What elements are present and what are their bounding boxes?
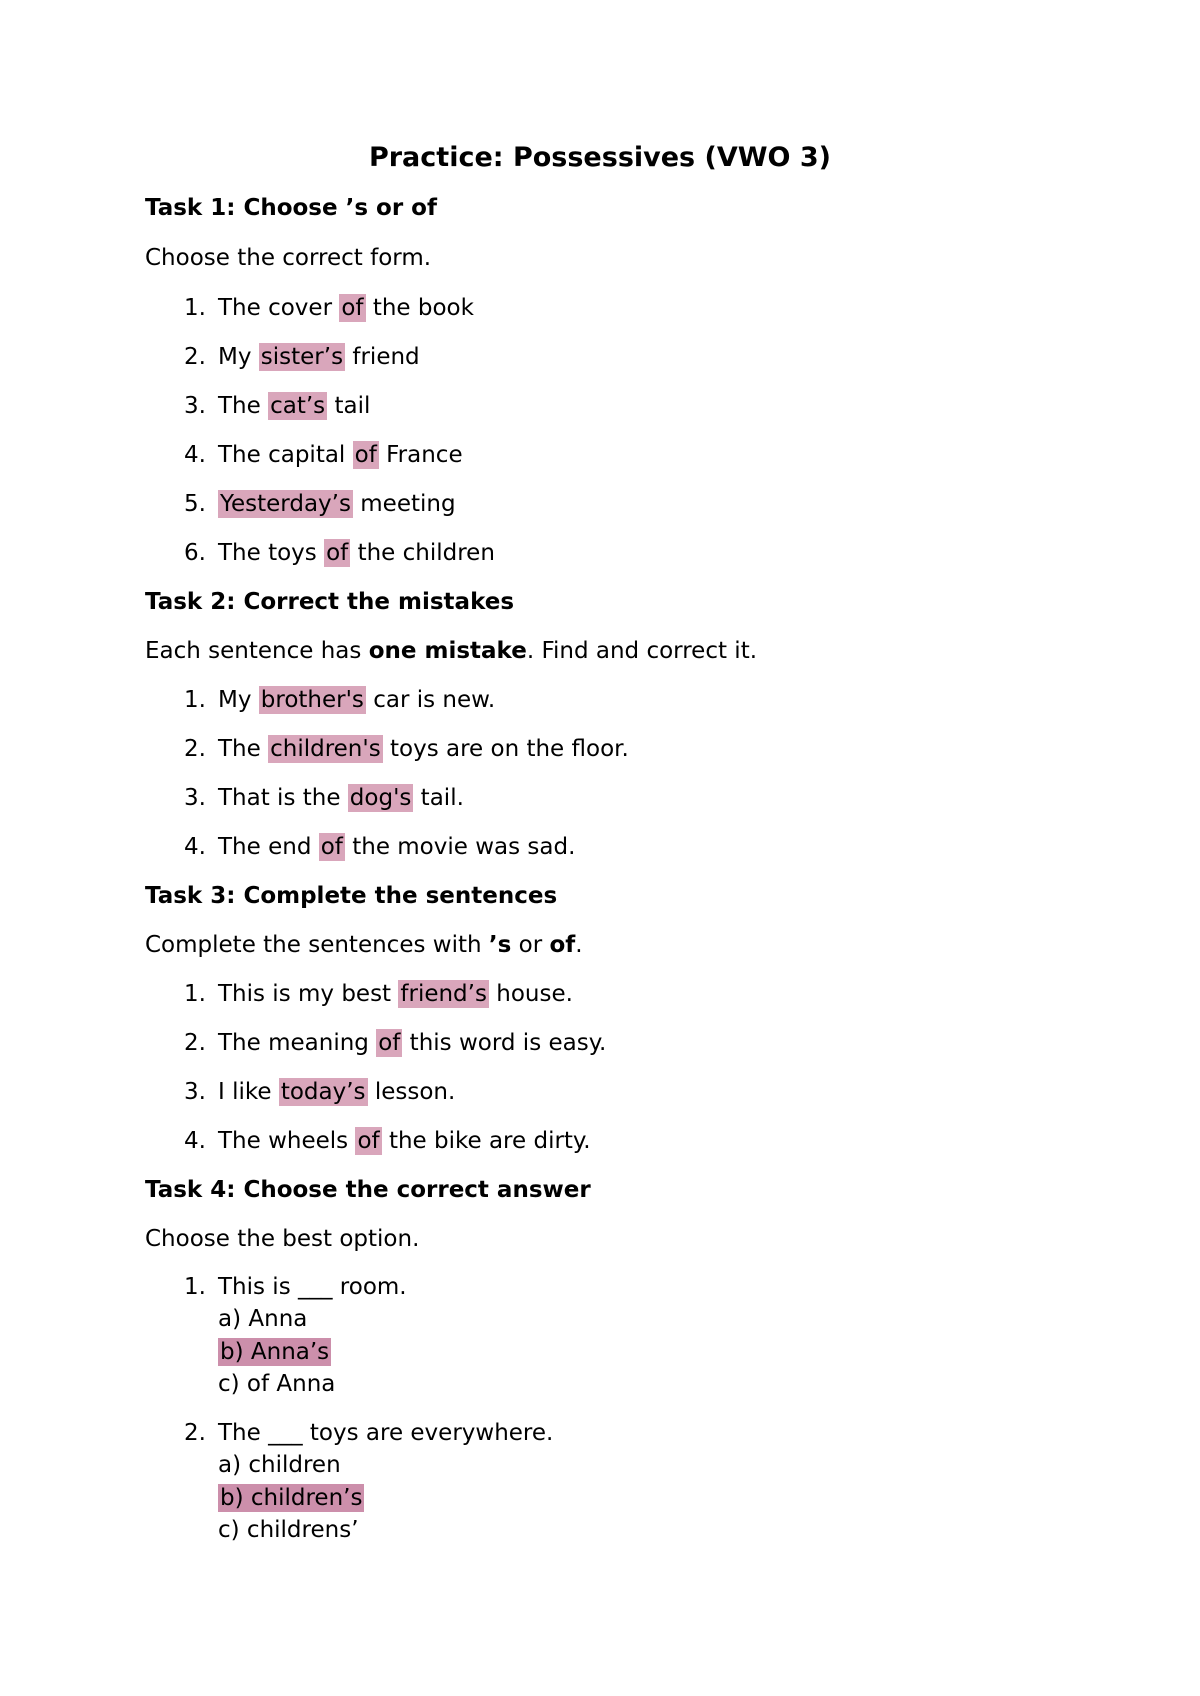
sentence-text: My <box>218 344 259 370</box>
highlighted-answer: of <box>378 1030 401 1056</box>
item-number: 4. <box>184 834 206 860</box>
sentence-text: toys are on the floor. <box>382 736 629 762</box>
option-a: a) Anna <box>218 1306 308 1332</box>
item-number: 4. <box>184 1128 206 1154</box>
sentence-text: The end <box>218 834 319 860</box>
task2-heading: Task 2: Correct the mistakes <box>145 589 515 615</box>
task1-intro: Choose the correct form. <box>145 245 432 271</box>
sentence-text: The meaning <box>218 1030 377 1056</box>
sentence-text: meeting <box>352 491 456 517</box>
highlighted-answer: of <box>354 442 377 468</box>
sentence-text: My <box>218 687 259 713</box>
sentence-text: The toys <box>218 540 325 566</box>
highlighted-answer: Yesterday’s <box>220 491 351 517</box>
sentence-text: This is my best <box>218 981 399 1007</box>
sentence-text: house. <box>488 981 573 1007</box>
intro-text: . <box>575 932 583 958</box>
option-b-answer <box>218 1337 331 1367</box>
highlighted-answer: of <box>341 295 364 321</box>
intro-text: Complete the sentences with <box>145 932 489 958</box>
option-a: a) children <box>218 1452 341 1478</box>
page-title: Practice: Possessives (VWO 3) <box>368 142 832 173</box>
sentence-text: The cover <box>218 295 340 321</box>
highlighted-answer: friend’s <box>400 981 487 1007</box>
highlighted-answer: of <box>357 1128 380 1154</box>
sentence-text: car is new. <box>365 687 496 713</box>
item-number: 1. <box>184 1274 206 1300</box>
question-text: The ___ toys are everywhere. <box>218 1420 554 1446</box>
sentence-text: France <box>378 442 463 468</box>
option-c: c) childrens’ <box>218 1517 359 1543</box>
highlighted-answer: dog's <box>349 785 412 811</box>
item-number: 6. <box>184 540 206 566</box>
item-number: 1. <box>184 295 206 321</box>
sentence-text: tail <box>327 393 371 419</box>
intro-text: Each sentence has <box>145 638 369 664</box>
sentence-text: the book <box>365 295 474 321</box>
item-number: 2. <box>184 1030 206 1056</box>
highlighted-answer: b) Anna’s <box>220 1339 330 1365</box>
item-number: 3. <box>184 1079 206 1105</box>
highlighted-answer: today’s <box>280 1079 366 1105</box>
task1-heading: Task 1: Choose ’s or of <box>145 195 437 221</box>
sentence-text: tail. <box>413 785 464 811</box>
item-number: 1. <box>184 687 206 713</box>
highlighted-answer: sister’s <box>260 344 344 370</box>
sentence-text: I like <box>218 1079 279 1105</box>
item-number: 2. <box>184 1420 206 1446</box>
task3-heading: Task 3: Complete the sentences <box>145 883 558 909</box>
sentence-text: the bike are dirty. <box>381 1128 591 1154</box>
intro-bold: one mistake <box>368 638 527 664</box>
item-number: 5. <box>184 491 206 517</box>
highlighted-answer: cat’s <box>270 393 326 419</box>
sentence-text: The <box>218 736 269 762</box>
sentence-text: The wheels <box>218 1128 356 1154</box>
highlighted-answer: of <box>326 540 349 566</box>
sentence-text: this word is easy. <box>402 1030 607 1056</box>
option-c: c) of Anna <box>218 1371 336 1397</box>
item-number: 3. <box>184 393 206 419</box>
highlighted-answer: children's <box>270 736 381 762</box>
sentence-text: lesson. <box>367 1079 456 1105</box>
task2-intro <box>145 636 757 666</box>
sentence-text: the movie was sad. <box>344 834 576 860</box>
item-number: 1. <box>184 981 206 1007</box>
sentence-text: friend <box>345 344 420 370</box>
intro-bold: of <box>549 932 576 958</box>
highlighted-answer: of <box>320 834 343 860</box>
item-number: 2. <box>184 344 206 370</box>
highlighted-answer: brother's <box>260 687 364 713</box>
task3-intro <box>145 930 583 960</box>
sentence-text: The capital <box>218 442 353 468</box>
task4-heading: Task 4: Choose the correct answer <box>145 1177 591 1203</box>
intro-bold: ’s <box>488 932 512 958</box>
item-number: 2. <box>184 736 206 762</box>
item-number: 3. <box>184 785 206 811</box>
highlighted-answer: b) children’s <box>220 1485 363 1511</box>
item-number: 4. <box>184 442 206 468</box>
option-b-answer <box>218 1483 364 1513</box>
sentence-text: The <box>218 393 269 419</box>
sentence-text: the children <box>350 540 495 566</box>
intro-text: . Find and correct it. <box>526 638 758 664</box>
intro-text: or <box>511 932 550 958</box>
task4-intro: Choose the best option. <box>145 1226 420 1252</box>
question-text: This is ___ room. <box>218 1274 407 1300</box>
sentence-text: That is the <box>218 785 348 811</box>
